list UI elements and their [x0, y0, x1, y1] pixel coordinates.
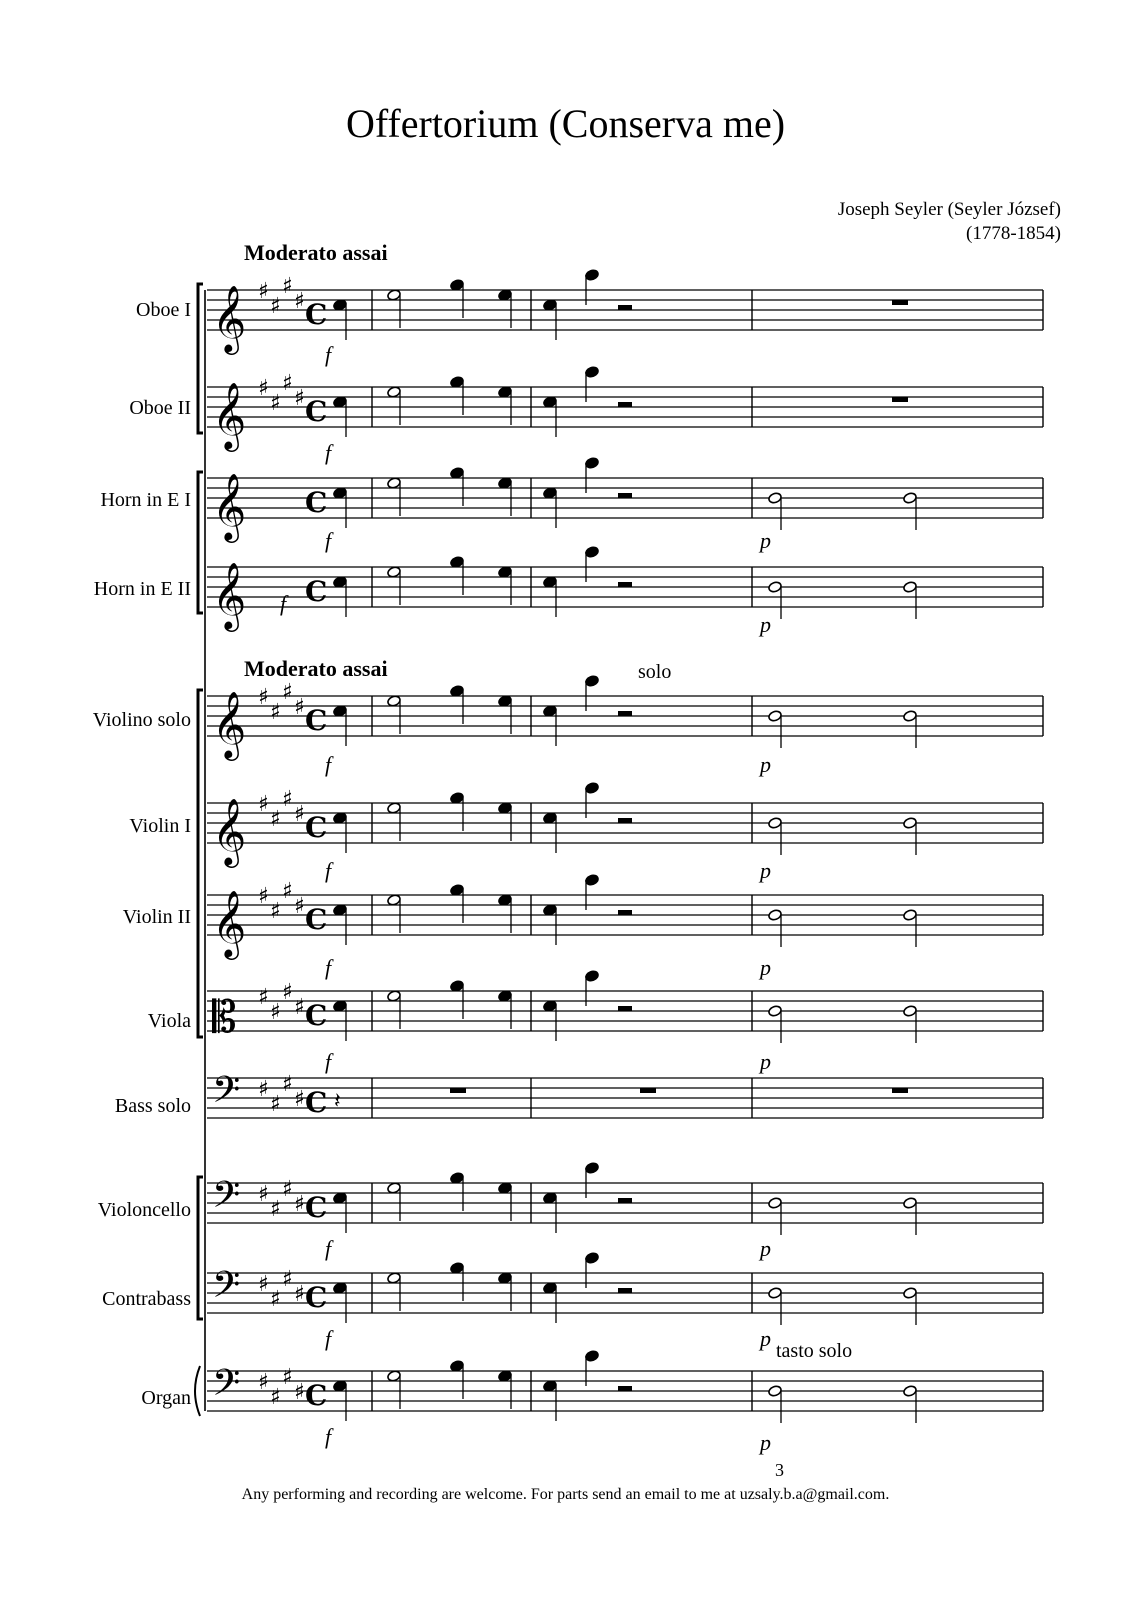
instrument-name-violin-1: Violin I — [129, 815, 191, 837]
staff-10-note — [498, 1182, 513, 1195]
instrument-name-organ: Organ — [141, 1387, 191, 1409]
staff-7-note — [333, 904, 348, 917]
staff-7-key-sharp: ♯ — [294, 894, 305, 919]
staff-10-note — [768, 1197, 783, 1210]
staff-2-time-signature: C — [305, 395, 328, 428]
staff-8-key-sharp: ♯ — [258, 985, 269, 1010]
dynamic-organ-p: p — [760, 1430, 771, 1455]
staff-12-note — [903, 1385, 918, 1398]
staff-2-whole-rest — [892, 397, 908, 402]
staff-6-half-rest — [618, 818, 632, 823]
instrument-bracket — [198, 472, 203, 613]
staff-5-key-sharp: ♯ — [258, 685, 269, 710]
staff-1-note — [543, 299, 558, 312]
staff-1-note — [450, 279, 465, 292]
staff-12-note — [498, 1370, 513, 1383]
staff-9-whole-rest — [892, 1088, 908, 1093]
staff-11-note — [903, 1287, 918, 1300]
staff-7-note — [768, 909, 783, 922]
staff-6-treble-clef: 𝄞 — [212, 797, 247, 865]
staff-9-time-signature: C — [305, 1086, 328, 1119]
staff-11-key-sharp: ♯ — [294, 1282, 305, 1307]
staff-3-note — [387, 477, 402, 490]
staff-6-note — [585, 782, 600, 795]
staff-5-half-rest — [618, 711, 632, 716]
staff-4-note — [387, 566, 402, 579]
staff-5-note — [498, 695, 513, 708]
staff-11-key-sharp: ♯ — [258, 1272, 269, 1297]
staff-9-key-sharp: ♯ — [294, 1087, 305, 1112]
staff-12-key-sharp: ♯ — [282, 1365, 293, 1390]
staff-4-note — [543, 576, 558, 589]
staff-2-note — [543, 396, 558, 409]
staff-1-note — [333, 299, 348, 312]
dynamic-violin-2-f: f — [325, 955, 332, 980]
instrument-name-violin-2: Violin II — [122, 906, 191, 928]
dynamic-contrabass-f: f — [325, 1326, 332, 1351]
staff-5-note — [585, 675, 600, 688]
dynamic-horn-2-p: p — [760, 612, 771, 637]
staff-3-note — [585, 457, 600, 470]
instrument-name-oboe-1: Oboe I — [136, 299, 191, 321]
staff-6-note — [387, 802, 402, 815]
staff-10-half-rest — [618, 1198, 632, 1203]
staff-5-note — [450, 685, 465, 698]
staff-5-note — [768, 710, 783, 723]
staff-7-note — [585, 874, 600, 887]
instrument-name-violoncello: Violoncello — [97, 1199, 191, 1221]
staff-6-note — [543, 812, 558, 825]
staff-12-key-sharp: ♯ — [294, 1380, 305, 1405]
staff-10-note — [387, 1182, 402, 1195]
staff-8-half-rest — [618, 1006, 632, 1011]
staff-12-key-sharp: ♯ — [258, 1370, 269, 1395]
instrument-name-bass-solo: Bass solo — [114, 1095, 191, 1117]
staff-2-note — [450, 376, 465, 389]
staff-8-alto-clef: 𝄡 — [212, 992, 237, 1043]
tempo-marking-winds: Moderato assai — [244, 240, 388, 265]
staff-3-note — [768, 492, 783, 505]
staff-6-time-signature: C — [305, 811, 328, 844]
staff-11-note — [387, 1272, 402, 1285]
staff-7-note — [498, 894, 513, 907]
staff-4-note — [450, 556, 465, 569]
staff-8-note — [450, 980, 465, 993]
dynamic-horn-2-f: f — [280, 591, 287, 616]
instrument-bracket — [198, 690, 203, 1037]
staff-10-key-sharp: ♯ — [294, 1192, 305, 1217]
staff-7-note — [543, 904, 558, 917]
staff-3-note — [903, 492, 918, 505]
staff-11-note — [498, 1272, 513, 1285]
staff-6-note — [498, 802, 513, 815]
staff-5-key-sharp: ♯ — [282, 680, 293, 705]
staff-2-note — [387, 386, 402, 399]
staff-12-note — [450, 1360, 465, 1373]
staff-8-note — [498, 990, 513, 1003]
tempo-marking-strings: Moderato assai — [244, 656, 388, 681]
staff-12-note — [768, 1385, 783, 1398]
instrument-bracket — [198, 1177, 203, 1319]
staff-11-note — [768, 1287, 783, 1300]
staff-3-time-signature: C — [305, 486, 328, 519]
staff-3-note — [450, 467, 465, 480]
staff-6-key-sharp: ♯ — [294, 802, 305, 827]
staff-7-key-sharp: ♯ — [270, 899, 281, 924]
instrument-name-violino-solo: Violino solo — [92, 709, 191, 731]
staff-7-treble-clef: 𝄞 — [212, 889, 247, 957]
staff-1-note — [498, 289, 513, 302]
staff-5-time-signature: C — [305, 704, 328, 737]
staff-7-half-rest — [618, 910, 632, 915]
staff-4-note — [498, 566, 513, 579]
staff-8-time-signature: C — [305, 999, 328, 1032]
staff-9-key-sharp: ♯ — [282, 1072, 293, 1097]
staff-12-note — [543, 1380, 558, 1393]
staff-1-key-sharp: ♯ — [258, 279, 269, 304]
staff-9-whole-rest — [640, 1088, 656, 1093]
solo-marking: solo — [638, 661, 672, 683]
staff-3-note — [543, 487, 558, 500]
staff-7-note — [903, 909, 918, 922]
staff-6-note — [768, 817, 783, 830]
staff-10-note — [543, 1192, 558, 1205]
score-title: Offertorium (Conserva me) — [345, 101, 786, 146]
staff-12-note — [585, 1350, 600, 1363]
staff-2-treble-clef: 𝄞 — [212, 381, 247, 449]
instrument-bracket — [198, 284, 203, 433]
staff-6-note — [450, 792, 465, 805]
staff-2-key-sharp: ♯ — [294, 386, 305, 411]
staff-10-note — [585, 1162, 600, 1175]
dynamic-oboe-1-f: f — [325, 342, 332, 367]
staff-4-note — [585, 546, 600, 559]
staff-6-key-sharp: ♯ — [258, 792, 269, 817]
staff-6-key-sharp: ♯ — [282, 787, 293, 812]
staff-11-half-rest — [618, 1288, 632, 1293]
staff-7-note — [450, 884, 465, 897]
dynamic-viola-p: p — [760, 1049, 771, 1074]
dynamic-violoncello-f: f — [325, 1236, 332, 1261]
instrument-name-horn-1: Horn in E I — [100, 489, 191, 511]
staff-6-note — [333, 812, 348, 825]
staff-1-key-sharp: ♯ — [282, 274, 293, 299]
dynamic-contrabass-p: p — [760, 1326, 771, 1351]
staff-4-treble-clef: 𝄞 — [212, 561, 247, 629]
staff-11-note — [585, 1252, 600, 1265]
staff-5-treble-clef: 𝄞 — [212, 690, 247, 758]
staff-1-note — [585, 269, 600, 282]
staff-2-half-rest — [618, 402, 632, 407]
staff-3-half-rest — [618, 493, 632, 498]
staff-9-bass-clef: 𝄢 — [212, 1069, 241, 1120]
staff-8-key-sharp: ♯ — [270, 1000, 281, 1025]
staff-9-quarter-rest: 𝄽 — [334, 1089, 341, 1114]
tasto-solo-marking: tasto solo — [776, 1340, 853, 1362]
staff-2-key-sharp: ♯ — [282, 371, 293, 396]
staff-2-note — [333, 396, 348, 409]
staff-4-note — [333, 576, 348, 589]
staff-12-time-signature: C — [305, 1379, 328, 1412]
instrument-name-viola: Viola — [147, 1010, 191, 1032]
staff-8-note — [903, 1005, 918, 1018]
composer-name: Joseph Seyler (Seyler József) — [837, 199, 1061, 220]
staff-1-whole-rest — [892, 300, 908, 305]
staff-1-half-rest — [618, 305, 632, 310]
dynamic-horn-1-f: f — [325, 528, 332, 553]
staff-8-note — [387, 990, 402, 1003]
staff-1-key-sharp: ♯ — [270, 294, 281, 319]
staff-11-key-sharp: ♯ — [282, 1267, 293, 1292]
staff-5-note — [333, 705, 348, 718]
staff-9-key-sharp: ♯ — [258, 1077, 269, 1102]
staff-10-note — [903, 1197, 918, 1210]
staff-5-key-sharp: ♯ — [270, 700, 281, 725]
staff-12-note — [333, 1380, 348, 1393]
instrument-name-horn-2: Horn in E II — [93, 578, 191, 600]
footer-note: Any performing and recording are welcome. For parts send an email to me at uzsaly.b.a@gmail.com. — [241, 1486, 890, 1503]
staff-5-note — [903, 710, 918, 723]
dynamic-violin-2-p: p — [760, 955, 771, 980]
staff-10-time-signature: C — [305, 1191, 328, 1224]
dynamic-violino-solo-f: f — [325, 752, 332, 777]
dynamic-violin-1-p: p — [760, 858, 771, 883]
staff-12-half-rest — [618, 1386, 632, 1391]
staff-11-time-signature: C — [305, 1281, 328, 1314]
staff-3-treble-clef: 𝄞 — [212, 472, 247, 540]
staff-4-note — [903, 581, 918, 594]
staff-12-note — [387, 1370, 402, 1383]
staff-2-key-sharp: ♯ — [270, 391, 281, 416]
staff-11-note — [333, 1282, 348, 1295]
organ-brace — [195, 1366, 200, 1416]
composer-dates: (1778-1854) — [966, 223, 1061, 244]
staff-1-treble-clef: 𝄞 — [212, 284, 247, 352]
staff-8-key-sharp: ♯ — [294, 995, 305, 1020]
staff-11-note — [450, 1262, 465, 1275]
dynamic-organ-f: f — [325, 1424, 332, 1449]
staff-12-bass-clef: 𝄢 — [212, 1362, 241, 1413]
staff-11-bass-clef: 𝄢 — [212, 1264, 241, 1315]
dynamic-violin-1-f: f — [325, 858, 332, 883]
staff-6-note — [903, 817, 918, 830]
staff-4-time-signature: C — [305, 575, 328, 608]
dynamic-oboe-2-f: f — [325, 440, 332, 465]
staff-2-note — [498, 386, 513, 399]
staff-10-bass-clef: 𝄢 — [212, 1174, 241, 1225]
instrument-name-contrabass: Contrabass — [102, 1288, 191, 1310]
staff-7-key-sharp: ♯ — [258, 884, 269, 909]
dynamic-violino-solo-p: p — [760, 752, 771, 777]
staff-10-note — [450, 1172, 465, 1185]
staff-9-key-sharp: ♯ — [270, 1092, 281, 1117]
staff-10-key-sharp: ♯ — [270, 1197, 281, 1222]
staff-8-note — [333, 1000, 348, 1013]
staff-9-whole-rest — [450, 1088, 466, 1093]
staff-4-note — [768, 581, 783, 594]
staff-7-key-sharp: ♯ — [282, 879, 293, 904]
staff-10-key-sharp: ♯ — [282, 1177, 293, 1202]
staff-12-key-sharp: ♯ — [270, 1385, 281, 1410]
staff-3-note — [333, 487, 348, 500]
staff-2-key-sharp: ♯ — [258, 376, 269, 401]
staff-6-key-sharp: ♯ — [270, 807, 281, 832]
staff-8-key-sharp: ♯ — [282, 980, 293, 1005]
dynamic-viola-f: f — [325, 1049, 332, 1074]
staff-11-key-sharp: ♯ — [270, 1287, 281, 1312]
staff-1-note — [387, 289, 402, 302]
staff-8-note — [768, 1005, 783, 1018]
dynamic-horn-1-p: p — [760, 528, 771, 553]
staff-10-note — [333, 1192, 348, 1205]
staff-7-time-signature: C — [305, 903, 328, 936]
staff-1-key-sharp: ♯ — [294, 289, 305, 314]
page-number: 3 — [775, 1460, 784, 1480]
staff-5-key-sharp: ♯ — [294, 695, 305, 720]
staff-5-note — [543, 705, 558, 718]
staff-8-note — [543, 1000, 558, 1013]
instrument-name-oboe-2: Oboe II — [129, 397, 191, 419]
staff-4-half-rest — [618, 582, 632, 587]
staff-7-note — [387, 894, 402, 907]
staff-1-time-signature: C — [305, 298, 328, 331]
staff-11-note — [543, 1282, 558, 1295]
staff-3-note — [498, 477, 513, 490]
staff-2-note — [585, 366, 600, 379]
staff-5-note — [387, 695, 402, 708]
dynamic-violoncello-p: p — [760, 1236, 771, 1261]
staff-10-key-sharp: ♯ — [258, 1182, 269, 1207]
staff-8-note — [585, 970, 600, 983]
